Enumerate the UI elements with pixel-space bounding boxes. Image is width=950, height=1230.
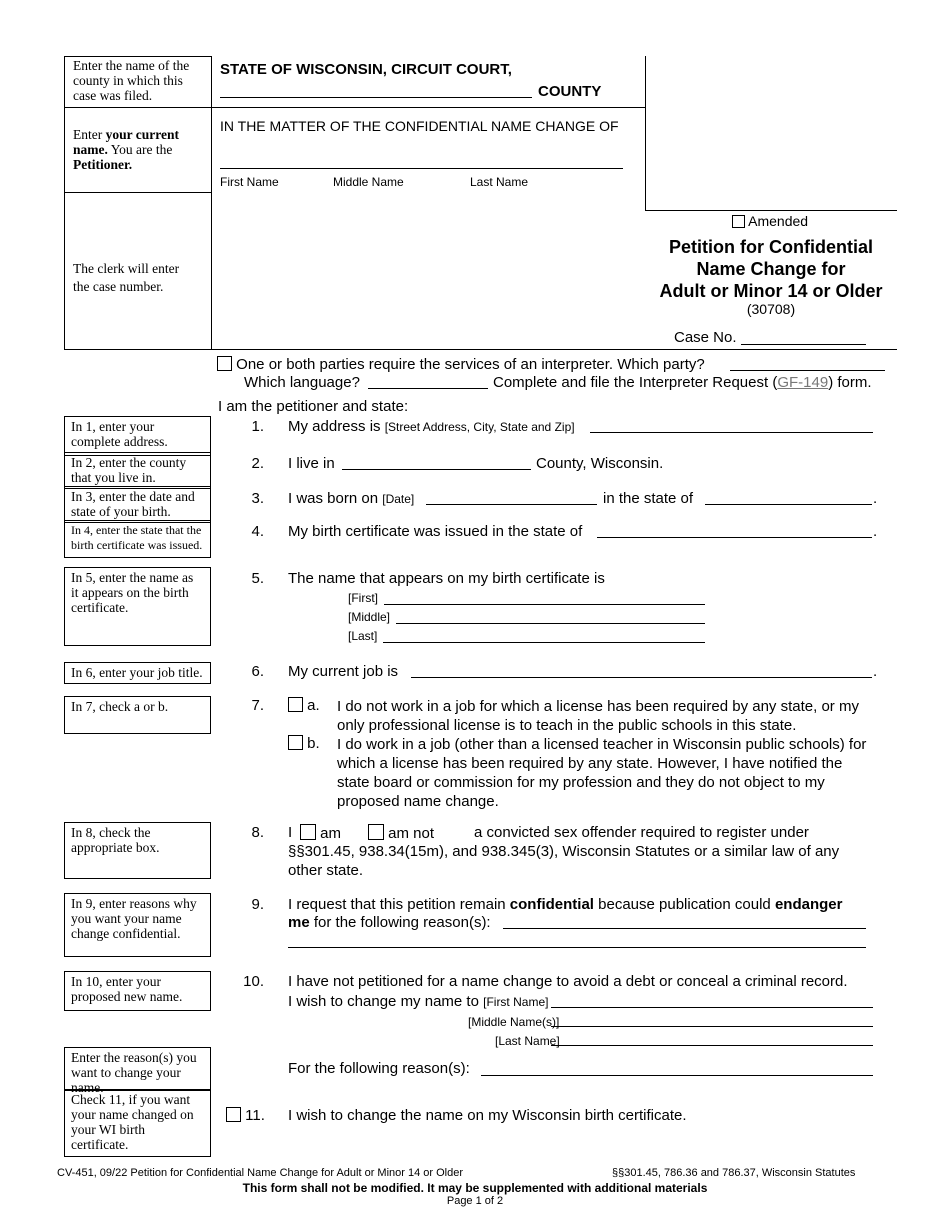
footer-page: Page 1 of 2 [446, 1195, 504, 1207]
new-middle-name-field[interactable] [551, 1026, 873, 1027]
certificate-state-field[interactable] [597, 537, 872, 538]
option-7b-label: b. [307, 735, 320, 752]
item-5-text: The name that appears on my birth certificate is [288, 570, 605, 587]
item-9-confidential: confidential [509, 896, 594, 913]
note-item-10: In 10, enter your proposed new name. [64, 971, 211, 1011]
item-9-me: me [288, 914, 310, 931]
option-7b[interactable] [288, 735, 320, 752]
intro-statement: I am the petitioner and state: [218, 398, 409, 415]
note-item-11: Check 11, if you want your name changed on your WI birth certificate. [64, 1089, 211, 1157]
item-9-number: 9. [251, 896, 264, 913]
item-6-number: 6. [251, 663, 264, 680]
note-current-name [73, 127, 203, 172]
item-11-option[interactable] [226, 1107, 265, 1124]
new-middle-name-label: [Middle Name(s)] [468, 1015, 560, 1029]
item-3-end: . [873, 490, 878, 507]
birth-date-field[interactable] [426, 504, 597, 505]
item-10-line1: I have not petitioned for a name change to avoid a debt or conceal a criminal record. [288, 973, 848, 990]
note-item-3: In 3, enter the date and state of your birth. [64, 486, 211, 523]
am-not-checkbox[interactable] [368, 824, 384, 840]
footer-notice: This form shall not be modified. It may be supplemented with additional materials [242, 1181, 708, 1195]
birth-middle-name-field[interactable] [396, 623, 705, 624]
new-first-name-label: [First Name] [483, 995, 549, 1009]
item-4-end: . [873, 523, 878, 540]
item-10-number: 10. [243, 973, 264, 990]
note-name-bold2: Petitioner. [73, 157, 133, 172]
interpreter-party-field[interactable] [730, 370, 885, 371]
amended-option[interactable] [732, 213, 808, 229]
form-code: (30708) [746, 301, 796, 317]
item-1-number: 1. [251, 418, 264, 435]
county-of-residence-field[interactable] [342, 469, 531, 470]
middle-name-label: Middle Name [333, 175, 404, 189]
note-county: Enter the name of the county in which this case was filed. [73, 58, 190, 103]
form-title-line2: Name Change for [696, 259, 846, 279]
confidential-reason-field-2[interactable] [288, 947, 866, 948]
header-border-top [64, 56, 211, 57]
item-9-text-a: I request that this petition remain [288, 896, 510, 913]
note-reason: Enter the reason(s) you want to change your name. [64, 1047, 211, 1091]
item-1-text [288, 418, 575, 435]
matter-title: IN THE MATTER OF THE CONFIDENTIAL NAME CHANGE OF [220, 118, 619, 134]
interpreter-question: One or both parties require the services of an interpreter. Which party? [236, 356, 705, 373]
option-7b-text [337, 735, 892, 811]
item-11-number: 11. [245, 1107, 265, 1124]
item-6-text: My current job is [288, 663, 399, 680]
interpreter-language-field[interactable] [368, 388, 488, 389]
note-clerk: The clerk will enter the case number. [73, 261, 180, 294]
option-7a-label: a. [307, 697, 320, 714]
reason-label: For the following reason(s): [288, 1060, 470, 1077]
interpreter-line2 [493, 374, 872, 391]
gf-149-link[interactable]: GF-149 [777, 374, 829, 391]
new-first-name-field[interactable] [551, 1007, 873, 1008]
interpreter-language-label: Which language? [244, 374, 360, 391]
item-5-first-label: [First] [348, 591, 378, 605]
note-name-mid: You are the [107, 142, 173, 157]
item-8-line3: other state. [288, 862, 364, 879]
address-field[interactable] [590, 432, 873, 433]
item-8-i: I [288, 824, 293, 841]
item-1-hint: [Street Address, City, State and Zip] [384, 420, 575, 434]
option-7b-line4: proposed name change. [337, 793, 499, 810]
item-1-label: My address is [288, 418, 381, 435]
form-title-line3: Adult or Minor 14 or Older [659, 281, 883, 301]
birth-first-name-field[interactable] [384, 604, 705, 605]
option-7b-line2: which a license has been required by any state. However, I have notified the [337, 755, 843, 772]
item-3-after: in the state of [603, 490, 694, 507]
case-no-field[interactable] [741, 344, 866, 345]
header-border-left [64, 56, 65, 350]
option-7a-line2: only professional license is to teach in the public schools in this state. [337, 717, 797, 734]
option-8-am[interactable] [300, 824, 341, 842]
new-last-name-field[interactable] [551, 1045, 873, 1046]
item-10-line2 [288, 993, 548, 1010]
item-5-number: 5. [251, 570, 264, 587]
interpreter-checkbox[interactable] [217, 356, 232, 371]
item-9-line1 [288, 896, 878, 913]
first-name-label: First Name [220, 175, 279, 189]
note-name-bold1: your current name. [73, 127, 179, 157]
option-7a-text [337, 697, 892, 735]
last-name-label: Last Name [470, 175, 529, 189]
item-4-number: 4. [251, 523, 264, 540]
item-3-label: I was born on [288, 490, 379, 507]
item-9-line2 [288, 914, 491, 931]
interpreter-instruction-end: ) form. [828, 374, 872, 391]
amended-label: Amended [748, 213, 809, 229]
petitioner-name-field[interactable] [220, 168, 623, 169]
item-8-line2: §§301.45, 938.34(15m), and 938.345(3), Wisconsin Statutes or a similar law of any [288, 843, 840, 860]
change-reason-field[interactable] [481, 1075, 873, 1076]
note-item-2: In 2, enter the county that you live in. [64, 452, 211, 489]
county-field[interactable] [220, 97, 532, 98]
header-border-mid [211, 56, 212, 350]
option-8-am-not[interactable] [368, 824, 434, 842]
item-9-endanger: endanger [774, 896, 843, 913]
form-title-line1: Petition for Confidential [669, 237, 873, 257]
note-item-4: In 4, enter the state that the birth certificate was issued. [64, 520, 211, 558]
case-no-label: Case No. [674, 329, 737, 346]
birth-last-name-field[interactable] [383, 642, 705, 643]
footer-form-id: CV-451, 09/22 Petition for Confidential Name Change for Adult or Minor 14 or Older [57, 1167, 464, 1179]
note-item-1: In 1, enter your complete address. [64, 416, 211, 456]
item-8-number: 8. [251, 824, 264, 841]
footer-statutes: §§301.45, 786.36 and 786.37, Wisconsin Statutes [612, 1167, 856, 1179]
item-3-number: 3. [251, 490, 264, 507]
county-label: COUNTY [538, 83, 602, 100]
item-5-middle-label: [Middle] [348, 610, 391, 624]
item-7-number: 7. [251, 697, 264, 714]
item-2-text: I live in [288, 455, 335, 472]
item-3-text [288, 490, 414, 507]
item-2-number: 2. [251, 455, 264, 472]
option-7b-line1: I do work in a job (other than a licensed teacher in Wisconsin public schools) for [337, 736, 867, 753]
court-name: STATE OF WISCONSIN, CIRCUIT COURT, [220, 61, 512, 78]
item-6-end: . [873, 663, 878, 680]
header-border-bottom [64, 349, 897, 350]
option-7a-line1: I do not work in a job for which a license has been required by any state, or my [337, 698, 859, 715]
item-4-text: My birth certificate was issued in the state of [288, 523, 583, 540]
note-item-8: In 8, check the appropriate box. [64, 822, 211, 879]
am-label: am [320, 825, 342, 842]
item-11-checkbox[interactable] [226, 1107, 241, 1122]
job-title-field[interactable] [411, 677, 872, 678]
birth-state-field[interactable] [705, 504, 872, 505]
form-title [645, 236, 897, 302]
amended-checkbox[interactable] [732, 215, 745, 228]
option-7a[interactable] [288, 697, 320, 714]
am-not-label: am not [388, 825, 435, 842]
option-7a-checkbox[interactable] [288, 697, 303, 712]
item-9-text-c: because publication could [593, 896, 775, 913]
am-checkbox[interactable] [300, 824, 316, 840]
note-item-5: In 5, enter the name as it appears on the birth certificate. [64, 567, 211, 646]
option-7b-checkbox[interactable] [288, 735, 303, 750]
item-11-text: I wish to change the name on my Wisconsin birth certificate. [288, 1107, 687, 1124]
new-last-name-label: [Last Name] [495, 1034, 560, 1048]
header-border-right [645, 56, 646, 211]
note-name-pre: Enter [73, 127, 106, 142]
note-item-7: In 7, check a or b. [64, 696, 211, 734]
header-row-divider-1 [64, 107, 645, 108]
item-9-text-f: for the following reason(s): [309, 914, 491, 931]
item-8-line1: a convicted sex offender required to register under [474, 824, 809, 841]
item-10-label: I wish to change my name to [288, 993, 479, 1010]
interpreter-instruction: Complete and file the Interpreter Request ( [493, 374, 778, 391]
confidential-reason-field-1[interactable] [503, 928, 866, 929]
header-title-divider [645, 210, 897, 211]
item-5-last-label: [Last] [348, 629, 378, 643]
note-item-9: In 9, enter reasons why you want your name change confidential. [64, 893, 211, 957]
item-3-hint: [Date] [382, 492, 415, 506]
note-item-6: In 6, enter your job title. [64, 662, 211, 684]
item-2-after: County, Wisconsin. [536, 455, 664, 472]
interpreter-line1 [217, 356, 705, 373]
header-row-divider-2 [64, 192, 211, 193]
option-7b-line3: state board or commission for my profession and they do not object to my [337, 774, 825, 791]
